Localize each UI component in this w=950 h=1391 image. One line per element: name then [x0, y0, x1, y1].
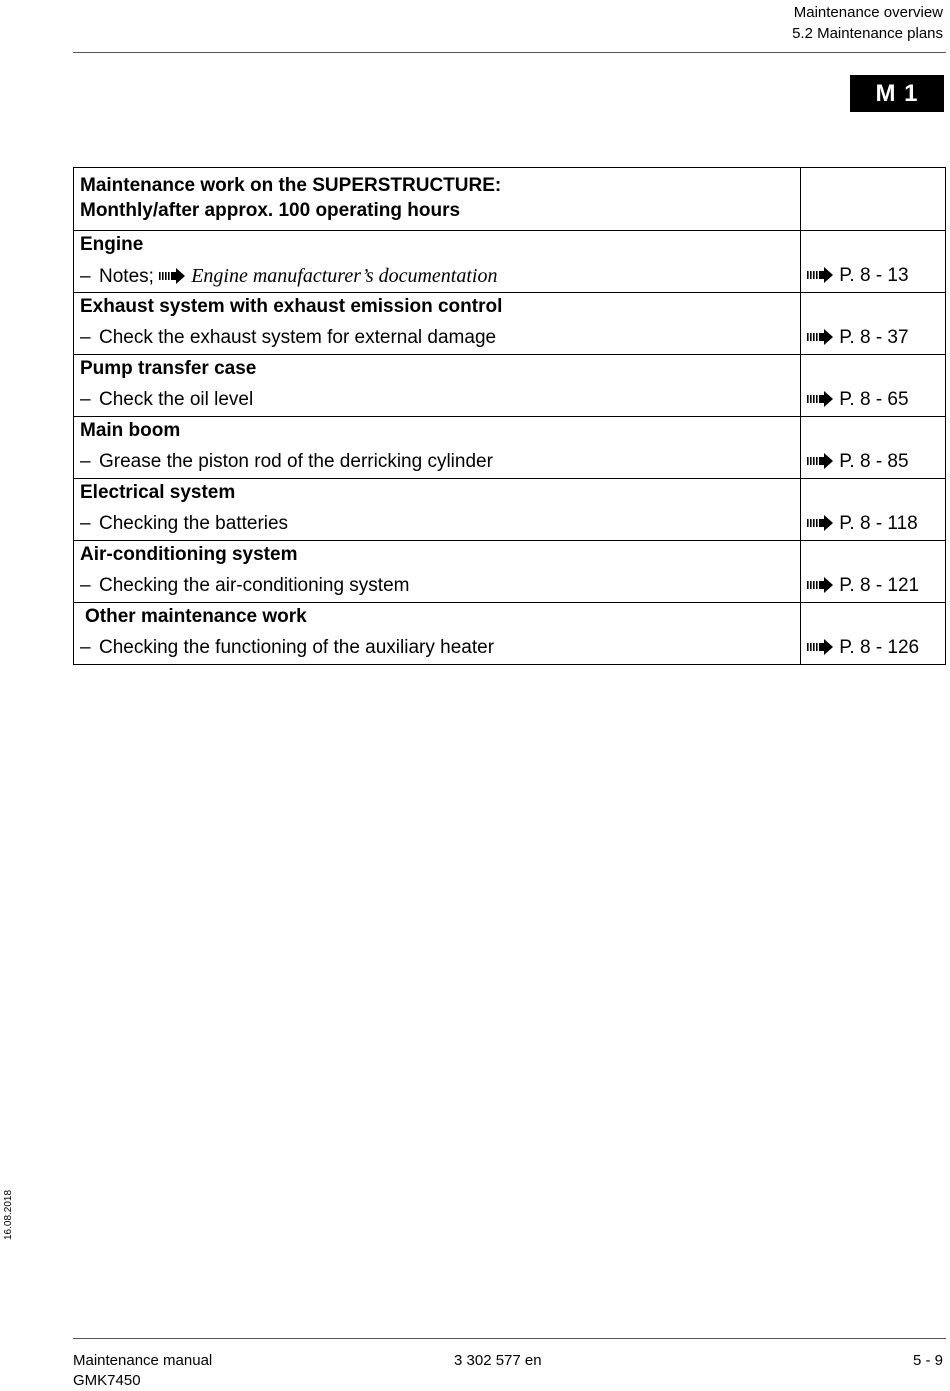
section-title: Main boom	[80, 420, 181, 441]
table-header-cell	[74, 168, 801, 231]
reference-arrow-icon	[807, 577, 833, 593]
page-reference[interactable]	[807, 451, 908, 473]
footer-rule	[73, 1338, 946, 1339]
reference-arrow-icon	[807, 267, 833, 283]
page-reference-text: P. 8 - 85	[839, 451, 909, 472]
reference-arrow-icon	[807, 453, 833, 469]
page-reference-text: P. 8 - 121	[839, 575, 920, 596]
section-item	[80, 451, 493, 473]
item-text: Checking the functioning of the auxiliary heater	[99, 637, 495, 658]
table-subheading: Monthly/after approx. 100 operating hours	[80, 200, 461, 221]
page-reference-text: P. 8 - 13	[839, 265, 909, 286]
table-header-ref-cell	[801, 168, 946, 231]
page-reference[interactable]	[807, 389, 908, 411]
reference-arrow-icon	[807, 391, 833, 407]
section-title: Electrical system	[80, 482, 236, 503]
section-title: Pump transfer case	[80, 358, 257, 379]
section-item	[80, 513, 288, 535]
reference-arrow-icon	[807, 515, 833, 531]
item-dash: –	[80, 266, 91, 287]
item-text: Check the exhaust system for external damage	[99, 327, 497, 348]
item-dash: –	[80, 327, 91, 348]
item-dash: –	[80, 575, 91, 596]
section-item	[80, 327, 496, 349]
table-row	[74, 231, 946, 293]
page-reference-text: P. 8 - 126	[839, 637, 920, 658]
item-dash: –	[80, 513, 91, 534]
table-header-row	[74, 168, 946, 231]
item-text: Checking the air-conditioning system	[99, 575, 410, 596]
footer-left	[73, 1351, 212, 1391]
table-heading: Maintenance work on the SUPERSTRUCTURE:	[80, 175, 502, 196]
page-reference-text: P. 8 - 118	[839, 513, 918, 534]
page-reference[interactable]	[807, 327, 908, 349]
page-reference-text: P. 8 - 37	[839, 327, 909, 348]
page-reference[interactable]	[807, 575, 919, 597]
page-reference-text: P. 8 - 65	[839, 389, 909, 410]
item-reference-doc: Engine manufacturer’s documentation	[191, 265, 498, 287]
reference-arrow-icon	[807, 639, 833, 655]
item-text: Checking the batteries	[99, 513, 289, 534]
section-item	[80, 265, 497, 288]
section-title: Other maintenance work	[85, 606, 307, 627]
table-row	[74, 417, 946, 479]
module-badge: M 1	[850, 75, 944, 112]
table-row	[74, 541, 946, 603]
section-title: Exhaust system with exhaust emission control	[80, 296, 503, 317]
page-reference[interactable]	[807, 637, 919, 659]
side-date: 16.08.2018	[3, 1189, 14, 1240]
footer-manual: Maintenance manual	[73, 1352, 213, 1369]
table-row	[74, 479, 946, 541]
header-rule	[73, 52, 946, 53]
page-reference[interactable]	[807, 265, 908, 287]
page-header	[792, 2, 943, 44]
table-row	[74, 603, 946, 665]
section-title: Engine	[80, 234, 144, 255]
header-section: 5.2 Maintenance plans	[792, 25, 943, 42]
table-row	[74, 293, 946, 355]
section-item	[80, 637, 494, 659]
reference-arrow-icon	[159, 268, 185, 284]
header-chapter: Maintenance overview	[793, 4, 943, 21]
item-text: Grease the piston rod of the derricking cylinder	[99, 451, 493, 472]
reference-arrow-icon	[807, 329, 833, 345]
item-text: Notes;	[99, 266, 160, 287]
table-row	[74, 355, 946, 417]
footer-page-number: 5 - 9	[912, 1352, 943, 1369]
section-item	[80, 389, 253, 411]
footer-model: GMK7450	[73, 1372, 141, 1389]
item-text: Check the oil level	[99, 389, 254, 410]
item-dash: –	[80, 637, 91, 658]
page-reference[interactable]	[807, 513, 918, 535]
maintenance-plan-table	[73, 167, 946, 665]
section-item	[80, 575, 410, 597]
section-title: Air-conditioning system	[80, 544, 298, 565]
item-dash: –	[80, 451, 91, 472]
item-dash: –	[80, 389, 91, 410]
footer-doc-number: 3 302 577 en	[454, 1352, 542, 1369]
